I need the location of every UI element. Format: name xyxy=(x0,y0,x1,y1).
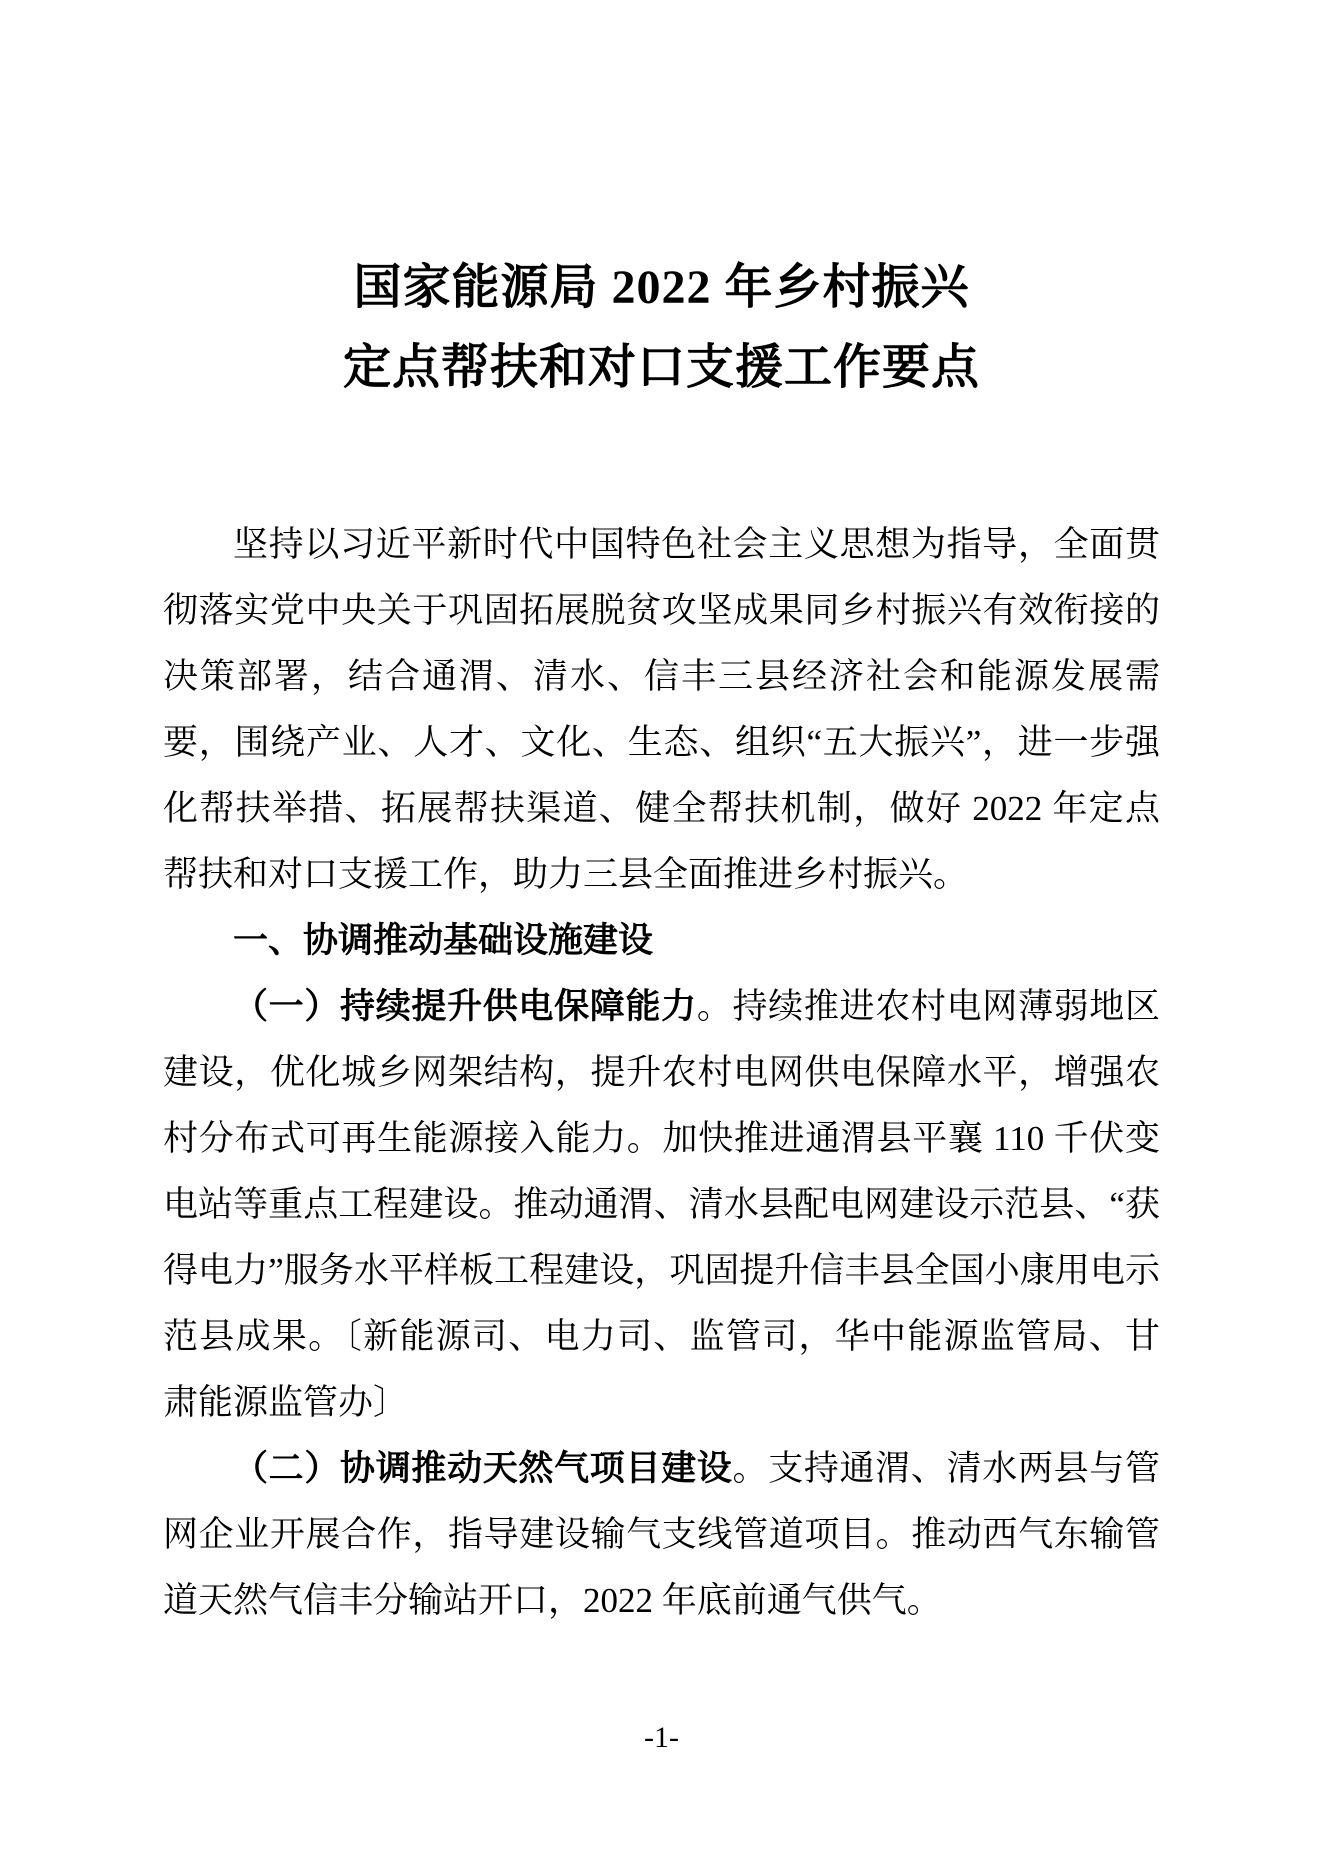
title-line-1: 国家能源局 2022 年乡村振兴 xyxy=(353,261,970,314)
item-2-text: 。支持通渭、清水两县与管网企业开展合作，指导建设输气支线管道项目。推动西气东输管道天然气信丰分输站开口，2022 年底前通气供气。 xyxy=(163,1449,1160,1620)
document-content xyxy=(163,0,1160,1634)
document-title xyxy=(163,0,1160,408)
section-1-heading: 一、协调推动基础设施建设 xyxy=(233,921,654,960)
item-2-paragraph xyxy=(163,1436,1160,1634)
item-1-text: 。持续推进农村电网薄弱地区建设，优化城乡网架结构，提升农村电网供电保障水平，增强农村分布式可再生能源接入能力。加快推进通渭县平襄 110 千伏变电站等重点工程建设。推动通渭、清水县配电网建设示范县、“获得电力”服务水平样板工程建设，巩固提升信丰县全国小康用电示范县成果。〔新能源司、电力司、监管司，华中能源监管局、甘肃能源监管办〕 xyxy=(163,987,1160,1422)
item-2-lead: （二）协调推动天然气项目建设 xyxy=(233,1449,733,1488)
item-1-paragraph xyxy=(163,974,1160,1436)
page-number: -1- xyxy=(644,1721,679,1754)
document-body xyxy=(163,512,1160,1634)
title-line-2: 定点帮扶和对口支援工作要点 xyxy=(342,341,980,394)
intro-paragraph: 坚持以习近平新时代中国特色社会主义思想为指导，全面贯彻落实党中央关于巩固拓展脱贫攻坚成果同乡村振兴有效衔接的决策部署，结合通渭、清水、信丰三县经济社会和能源发展需要，围绕产业、人才、文化、生态、组织“五大振兴”，进一步强化帮扶举措、拓展帮扶渠道、健全帮扶机制，做好 2022 年定点帮扶和对口支援工作，助力三县全面推进乡村振兴。 xyxy=(163,525,1160,894)
item-1-lead: （一）持续提升供电保障能力 xyxy=(233,987,697,1026)
